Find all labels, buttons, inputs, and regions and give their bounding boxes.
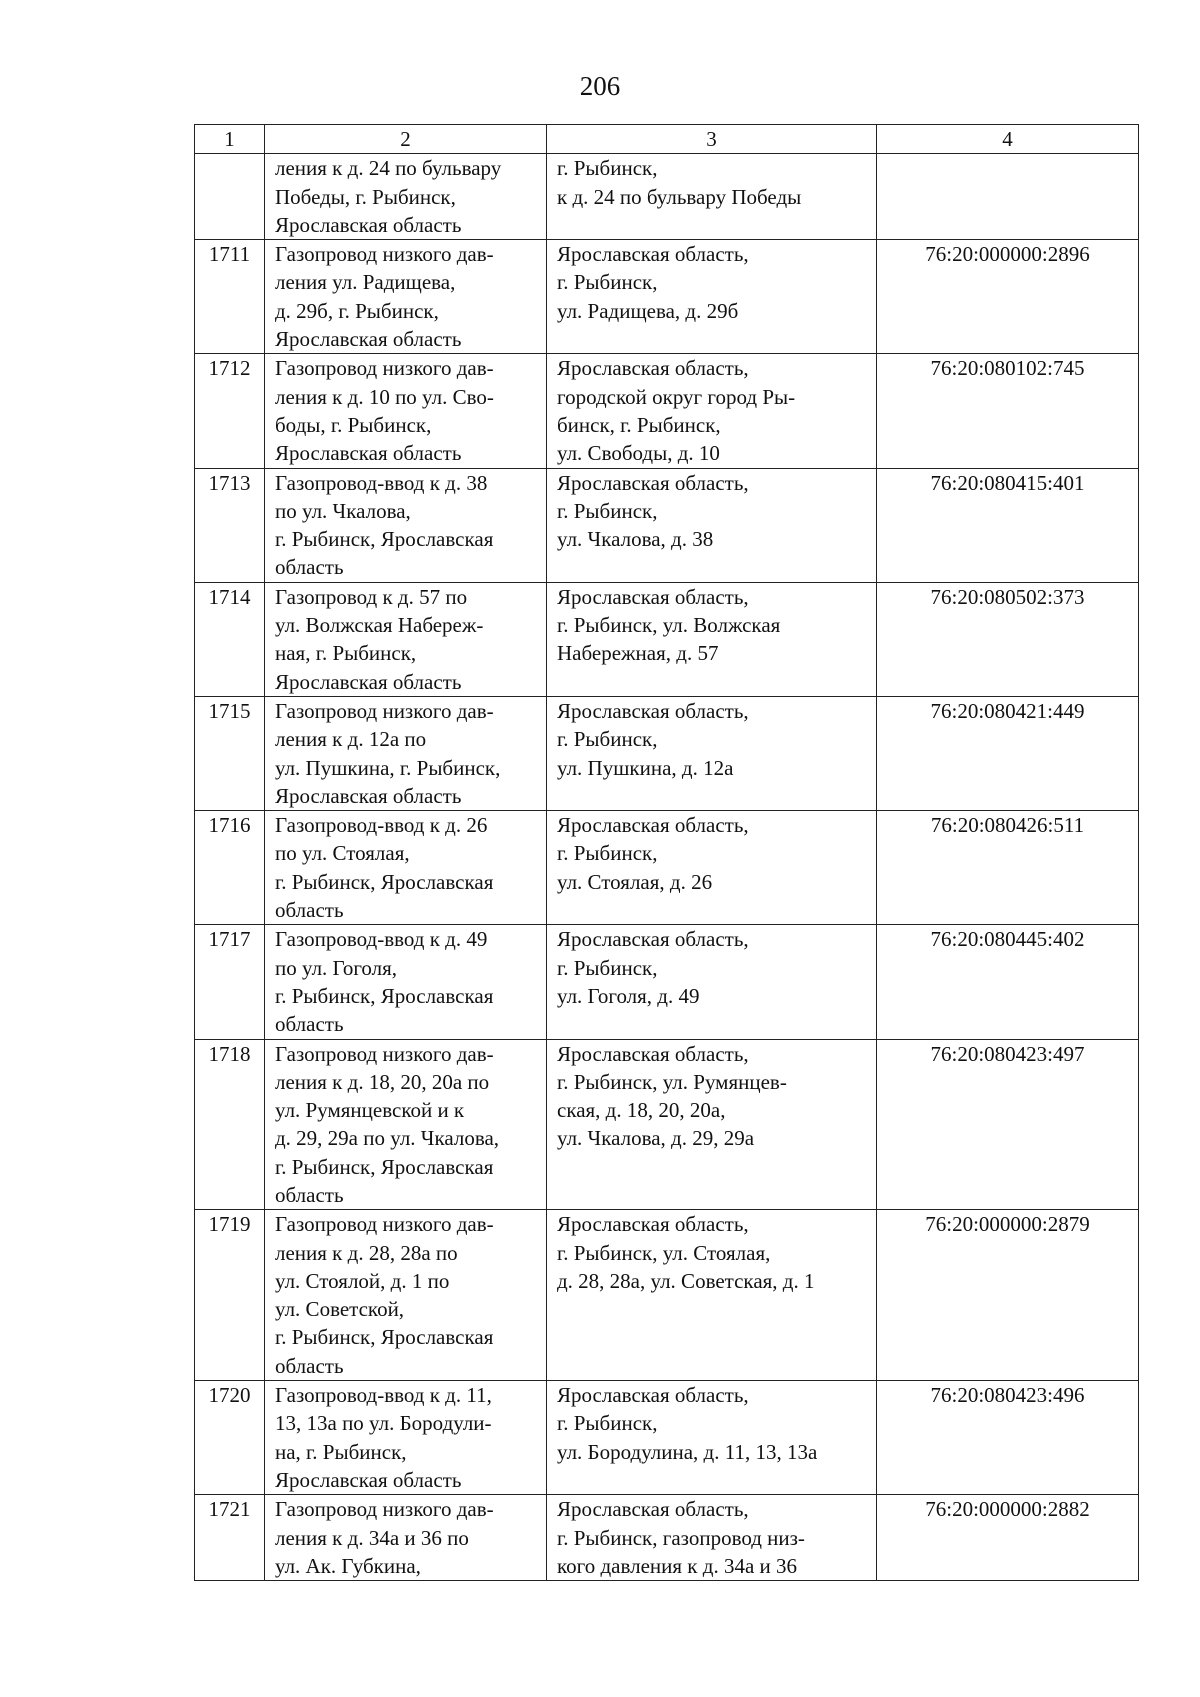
object-name-line: по ул. Стоялая,	[275, 841, 410, 866]
object-name-line: ул. Волжская Набереж-	[275, 613, 484, 638]
object-name-line: Газопровод низкого дав-	[275, 242, 494, 267]
object-name-cell	[265, 1381, 547, 1495]
row-number: 1721	[195, 1495, 265, 1581]
address-line: г. Рыбинск,	[557, 841, 658, 866]
object-name-line: область	[275, 1012, 344, 1037]
address-line: ская, д. 18, 20, 20а,	[557, 1098, 726, 1123]
address-line: Ярославская область,	[557, 1383, 749, 1408]
object-name-line: г. Рыбинск, Ярославская	[275, 869, 494, 894]
row-number: 1719	[195, 1210, 265, 1381]
object-name-line: Газопровод-ввод к д. 11,	[275, 1383, 492, 1408]
address-line: г. Рыбинск, ул. Волжская	[557, 613, 781, 638]
cadastral-number	[877, 154, 1139, 240]
address-line: ул. Гоголя, д. 49	[557, 983, 700, 1008]
object-name-line: д. 29, 29а по ул. Чкалова,	[275, 1126, 500, 1151]
address-line: г. Рыбинск,	[557, 727, 658, 752]
object-name-cell	[265, 811, 547, 925]
row-number: 1720	[195, 1381, 265, 1495]
address-cell	[547, 582, 877, 696]
address-cell	[547, 925, 877, 1039]
cadastral-number: 76:20:080102:745	[877, 354, 1139, 468]
address-line: ул. Бородулина, д. 11, 13, 13а	[557, 1439, 818, 1464]
object-name-line: Газопровод низкого дав-	[275, 1212, 494, 1237]
object-name-line: по ул. Гоголя,	[275, 955, 398, 980]
address-cell	[547, 468, 877, 582]
address-cell	[547, 696, 877, 810]
table-row	[195, 468, 1139, 582]
address-line: Ярославская область,	[557, 356, 749, 381]
address-line: Ярославская область,	[557, 242, 749, 267]
address-line: Ярославская область,	[557, 1212, 749, 1237]
table-row	[195, 925, 1139, 1039]
object-name-line: Ярославская область	[275, 783, 462, 808]
object-name-line: ления к д. 28, 28а по	[275, 1240, 458, 1265]
table-row	[195, 354, 1139, 468]
object-name-line: область	[275, 1182, 344, 1207]
object-name-line: ул. Ак. Губкина,	[275, 1553, 421, 1578]
object-name-cell	[265, 1039, 547, 1210]
object-name-line: Газопровод низкого дав-	[275, 1041, 494, 1066]
object-name-line: Газопровод к д. 57 по	[275, 584, 468, 609]
cadastral-number: 76:20:080423:497	[877, 1039, 1139, 1210]
address-line: Ярославская область,	[557, 698, 749, 723]
object-name-line: ул. Пушкина, г. Рыбинск,	[275, 755, 501, 780]
object-name-cell	[265, 154, 547, 240]
cadastral-number: 76:20:080426:511	[877, 811, 1139, 925]
address-line: Ярославская область,	[557, 813, 749, 838]
row-number: 1711	[195, 240, 265, 354]
object-name-line: Ярославская область	[275, 327, 462, 352]
address-line: ул. Чкалова, д. 38	[557, 527, 714, 552]
address-line: кого давления к д. 34а и 36	[557, 1553, 798, 1578]
address-line: Ярославская область,	[557, 1041, 749, 1066]
column-header-3: 3	[547, 125, 877, 154]
address-line: г. Рыбинск,	[557, 498, 658, 523]
object-name-line: г. Рыбинск, Ярославская	[275, 983, 494, 1008]
object-name-cell	[265, 468, 547, 582]
object-name-line: ления к д. 10 по ул. Сво-	[275, 384, 494, 409]
cadastral-number: 76:20:080445:402	[877, 925, 1139, 1039]
address-line: г. Рыбинск,	[557, 270, 658, 295]
address-line: ул. Стоялая, д. 26	[557, 869, 713, 894]
object-name-line: Газопровод низкого дав-	[275, 356, 494, 381]
address-line: г. Рыбинск, ул. Румянцев-	[557, 1069, 787, 1094]
object-name-line: область	[275, 898, 344, 923]
row-number: 1717	[195, 925, 265, 1039]
cadastral-number: 76:20:000000:2882	[877, 1495, 1139, 1581]
object-name-cell	[265, 1495, 547, 1581]
cadastral-number: 76:20:080415:401	[877, 468, 1139, 582]
address-cell	[547, 154, 877, 240]
address-line: Ярославская область,	[557, 470, 749, 495]
address-line: Набережная, д. 57	[557, 641, 719, 666]
address-line: г. Рыбинск,	[557, 955, 658, 980]
address-line: ул. Чкалова, д. 29, 29а	[557, 1126, 755, 1151]
address-line: г. Рыбинск,	[557, 156, 658, 181]
address-line: городской округ город Ры-	[557, 384, 796, 409]
object-name-line: на, г. Рыбинск,	[275, 1439, 407, 1464]
object-name-cell	[265, 240, 547, 354]
object-name-line: г. Рыбинск, Ярославская	[275, 1154, 494, 1179]
row-number: 1718	[195, 1039, 265, 1210]
object-name-cell	[265, 696, 547, 810]
object-name-line: Газопровод-ввод к д. 38	[275, 470, 488, 495]
object-name-cell	[265, 582, 547, 696]
object-name-line: ления ул. Радищева,	[275, 270, 456, 295]
address-line: Ярославская область,	[557, 584, 749, 609]
address-line: г. Рыбинск, ул. Стоялая,	[557, 1240, 771, 1265]
object-name-cell	[265, 354, 547, 468]
registry-table	[194, 124, 1139, 1581]
address-cell	[547, 1495, 877, 1581]
object-name-cell	[265, 925, 547, 1039]
object-name-line: Газопровод-ввод к д. 26	[275, 813, 488, 838]
object-name-line: ул. Стоялой, д. 1 по	[275, 1268, 450, 1293]
table-row	[195, 582, 1139, 696]
address-cell	[547, 811, 877, 925]
row-number	[195, 154, 265, 240]
object-name-line: Газопровод низкого дав-	[275, 698, 494, 723]
address-line: д. 28, 28а, ул. Советская, д. 1	[557, 1268, 815, 1293]
object-name-line: ления к д. 18, 20, 20а по	[275, 1069, 490, 1094]
object-name-cell	[265, 1210, 547, 1381]
object-name-line: ления к д. 24 по бульвару	[275, 156, 502, 181]
address-line: ул. Радищева, д. 29б	[557, 298, 739, 323]
object-name-line: Ярославская область	[275, 1467, 462, 1492]
table-row	[195, 1039, 1139, 1210]
object-name-line: по ул. Чкалова,	[275, 498, 411, 523]
cadastral-number: 76:20:080421:449	[877, 696, 1139, 810]
object-name-line: ная, г. Рыбинск,	[275, 641, 417, 666]
object-name-line: г. Рыбинск, Ярославская	[275, 1325, 494, 1350]
row-number: 1715	[195, 696, 265, 810]
address-line: г. Рыбинск,	[557, 1411, 658, 1436]
object-name-line: ления к д. 12а по	[275, 727, 427, 752]
page-number: 206	[579, 71, 621, 101]
row-number: 1712	[195, 354, 265, 468]
table-row	[195, 1210, 1139, 1381]
table-row	[195, 1495, 1139, 1581]
address-cell	[547, 1210, 877, 1381]
header-row	[195, 125, 1139, 154]
address-line: бинск, г. Рыбинск,	[557, 412, 721, 437]
table-row	[195, 240, 1139, 354]
table-body	[195, 154, 1139, 1581]
table-header	[195, 125, 1139, 154]
address-cell	[547, 240, 877, 354]
address-line: ул. Пушкина, д. 12а	[557, 755, 734, 780]
address-line: г. Рыбинск, газопровод низ-	[557, 1525, 805, 1550]
address-line: Ярославская область,	[557, 1497, 749, 1522]
cadastral-number: 76:20:000000:2896	[877, 240, 1139, 354]
cadastral-number: 76:20:080423:496	[877, 1381, 1139, 1495]
address-line: ул. Свободы, д. 10	[557, 441, 720, 466]
address-cell	[547, 1039, 877, 1210]
row-number: 1716	[195, 811, 265, 925]
table-row	[195, 154, 1139, 240]
object-name-line: д. 29б, г. Рыбинск,	[275, 298, 439, 323]
object-name-line: ления к д. 34а и 36 по	[275, 1525, 469, 1550]
object-name-line: область	[275, 555, 344, 580]
row-number: 1714	[195, 582, 265, 696]
column-header-2: 2	[265, 125, 547, 154]
address-line: к д. 24 по бульвару Победы	[557, 184, 802, 209]
object-name-line: боды, г. Рыбинск,	[275, 412, 432, 437]
cadastral-number: 76:20:000000:2879	[877, 1210, 1139, 1381]
table-row	[195, 811, 1139, 925]
object-name-line: Победы, г. Рыбинск,	[275, 184, 456, 209]
table-row	[195, 1381, 1139, 1495]
object-name-line: Ярославская область	[275, 212, 462, 237]
object-name-line: ул. Советской,	[275, 1297, 405, 1322]
object-name-line: г. Рыбинск, Ярославская	[275, 527, 494, 552]
row-number: 1713	[195, 468, 265, 582]
object-name-line: Газопровод низкого дав-	[275, 1497, 494, 1522]
address-line: Ярославская область,	[557, 927, 749, 952]
object-name-line: Газопровод-ввод к д. 49	[275, 927, 488, 952]
address-cell	[547, 354, 877, 468]
object-name-line: 13, 13а по ул. Бородули-	[275, 1411, 492, 1436]
object-name-line: Ярославская область	[275, 669, 462, 694]
object-name-line: область	[275, 1353, 344, 1378]
table-row	[195, 696, 1139, 810]
column-header-4: 4	[877, 125, 1139, 154]
cadastral-number: 76:20:080502:373	[877, 582, 1139, 696]
column-header-1: 1	[195, 125, 265, 154]
object-name-line: ул. Румянцевской и к	[275, 1098, 465, 1123]
address-cell	[547, 1381, 877, 1495]
object-name-line: Ярославская область	[275, 441, 462, 466]
